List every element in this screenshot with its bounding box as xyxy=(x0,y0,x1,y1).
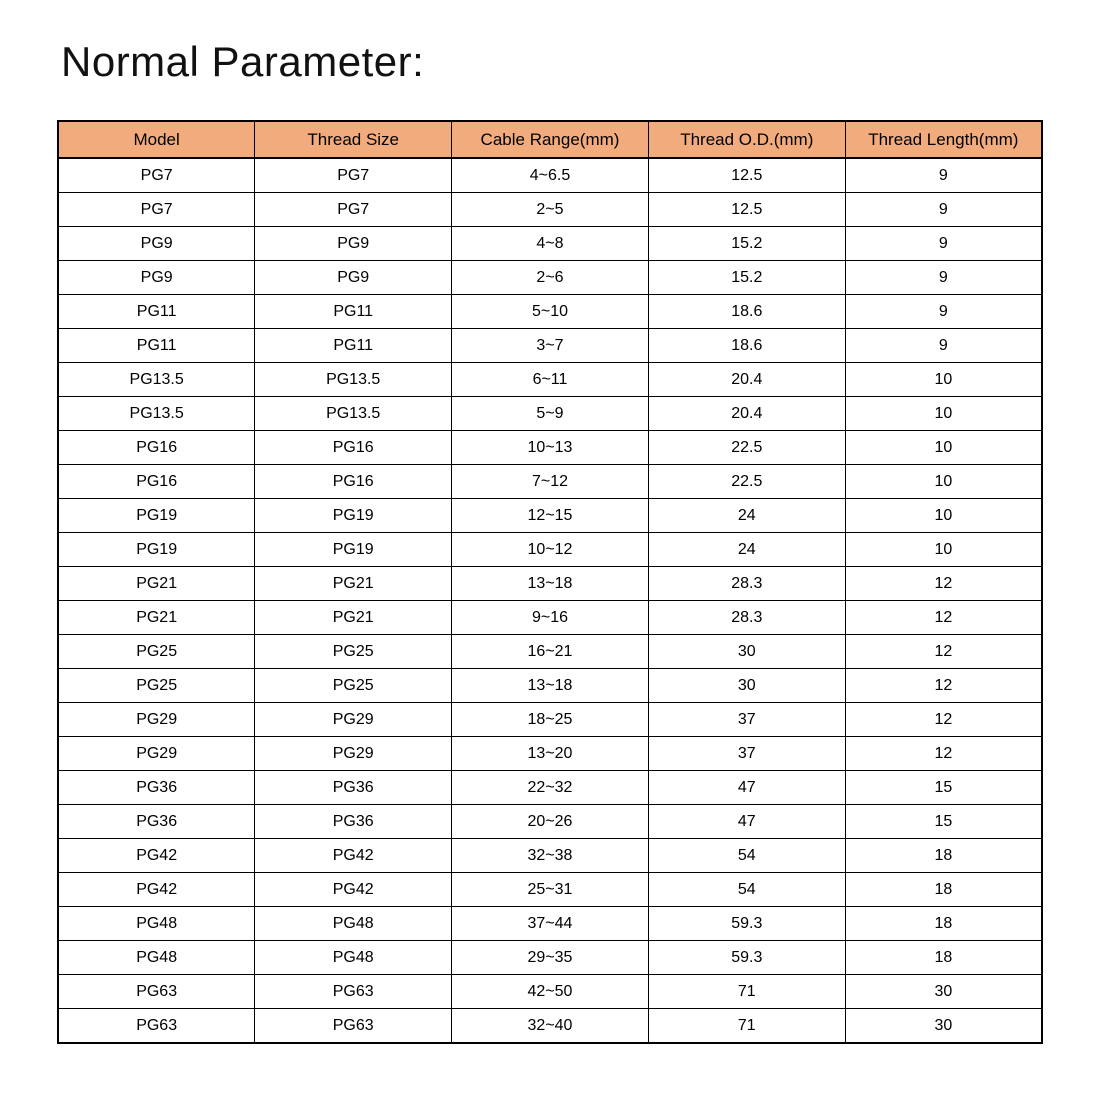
table-cell: 20~26 xyxy=(452,805,649,839)
table-cell: 18 xyxy=(845,873,1042,907)
table-cell: 54 xyxy=(648,839,845,873)
table-cell: 12 xyxy=(845,737,1042,771)
table-row xyxy=(58,227,1042,261)
table-cell: 32~38 xyxy=(452,839,649,873)
table-cell: 10~12 xyxy=(452,533,649,567)
table-cell: 9 xyxy=(845,329,1042,363)
table-cell: PG48 xyxy=(58,907,255,941)
table-cell: PG11 xyxy=(58,329,255,363)
table-cell: 18 xyxy=(845,839,1042,873)
table-cell: PG7 xyxy=(58,193,255,227)
table-cell: 47 xyxy=(648,771,845,805)
column-header: Cable Range(mm) xyxy=(452,121,649,158)
table-cell: 18.6 xyxy=(648,329,845,363)
table-cell: PG25 xyxy=(58,635,255,669)
table-row xyxy=(58,1009,1042,1044)
table-cell: PG63 xyxy=(255,1009,452,1044)
table-cell: PG11 xyxy=(255,329,452,363)
table-cell: 24 xyxy=(648,499,845,533)
column-header: Thread Size xyxy=(255,121,452,158)
table-cell: 54 xyxy=(648,873,845,907)
table-cell: PG25 xyxy=(58,669,255,703)
table-cell: 12.5 xyxy=(648,158,845,193)
table-row xyxy=(58,363,1042,397)
table-cell: PG9 xyxy=(255,227,452,261)
table-row xyxy=(58,805,1042,839)
table-row xyxy=(58,601,1042,635)
table-cell: PG9 xyxy=(58,261,255,295)
table-cell: 18~25 xyxy=(452,703,649,737)
table-cell: PG42 xyxy=(58,839,255,873)
table-cell: 12 xyxy=(845,669,1042,703)
table-cell: PG25 xyxy=(255,635,452,669)
table-cell: PG63 xyxy=(58,975,255,1009)
table-cell: 30 xyxy=(648,669,845,703)
table-cell: PG13.5 xyxy=(58,397,255,431)
table-cell: 10 xyxy=(845,465,1042,499)
table-cell: PG7 xyxy=(255,193,452,227)
column-header: Thread Length(mm) xyxy=(845,121,1042,158)
table-cell: 12 xyxy=(845,703,1042,737)
table-cell: PG63 xyxy=(58,1009,255,1044)
table-cell: PG42 xyxy=(58,873,255,907)
table-row xyxy=(58,907,1042,941)
table-cell: PG11 xyxy=(255,295,452,329)
table-cell: 59.3 xyxy=(648,941,845,975)
table-cell: 47 xyxy=(648,805,845,839)
table-cell: PG11 xyxy=(58,295,255,329)
table-cell: 59.3 xyxy=(648,907,845,941)
table-cell: PG16 xyxy=(58,465,255,499)
table-cell: 4~6.5 xyxy=(452,158,649,193)
table-cell: 2~6 xyxy=(452,261,649,295)
table-cell: 13~18 xyxy=(452,567,649,601)
table-cell: PG29 xyxy=(255,703,452,737)
table-cell: 32~40 xyxy=(452,1009,649,1044)
table-row xyxy=(58,193,1042,227)
table-cell: 5~10 xyxy=(452,295,649,329)
spec-table xyxy=(57,120,1043,1044)
table-cell: 9 xyxy=(845,193,1042,227)
table-row xyxy=(58,669,1042,703)
table-cell: PG48 xyxy=(58,941,255,975)
table-cell: 13~18 xyxy=(452,669,649,703)
table-row xyxy=(58,499,1042,533)
table-cell: PG29 xyxy=(58,703,255,737)
table-cell: 15.2 xyxy=(648,261,845,295)
table-cell: PG9 xyxy=(255,261,452,295)
table-cell: PG29 xyxy=(255,737,452,771)
table-cell: PG25 xyxy=(255,669,452,703)
table-cell: PG42 xyxy=(255,839,452,873)
table-cell: 9~16 xyxy=(452,601,649,635)
table-row xyxy=(58,975,1042,1009)
table-cell: PG21 xyxy=(58,601,255,635)
table-cell: 30 xyxy=(845,975,1042,1009)
table-row xyxy=(58,431,1042,465)
table-cell: 28.3 xyxy=(648,567,845,601)
table-cell: 30 xyxy=(648,635,845,669)
table-cell: PG21 xyxy=(255,567,452,601)
table-cell: 37 xyxy=(648,737,845,771)
table-cell: PG29 xyxy=(58,737,255,771)
table-cell: PG19 xyxy=(255,499,452,533)
page-title: Normal Parameter: xyxy=(61,38,425,85)
table-cell: 37~44 xyxy=(452,907,649,941)
table-cell: 28.3 xyxy=(648,601,845,635)
table-cell: PG63 xyxy=(255,975,452,1009)
table-row xyxy=(58,771,1042,805)
table-cell: PG21 xyxy=(255,601,452,635)
table-row xyxy=(58,703,1042,737)
table-cell: 5~9 xyxy=(452,397,649,431)
table-cell: PG9 xyxy=(58,227,255,261)
table-cell: PG21 xyxy=(58,567,255,601)
table-cell: 12.5 xyxy=(648,193,845,227)
table-cell: 10 xyxy=(845,533,1042,567)
table-cell: PG42 xyxy=(255,873,452,907)
table-cell: 37 xyxy=(648,703,845,737)
table-cell: 18.6 xyxy=(648,295,845,329)
table-cell: 2~5 xyxy=(452,193,649,227)
table-cell: 22~32 xyxy=(452,771,649,805)
table-cell: 9 xyxy=(845,158,1042,193)
column-header: Thread O.D.(mm) xyxy=(648,121,845,158)
table-cell: PG19 xyxy=(58,533,255,567)
table-cell: PG36 xyxy=(58,771,255,805)
table-cell: 9 xyxy=(845,227,1042,261)
table-row xyxy=(58,873,1042,907)
header-row xyxy=(58,121,1042,158)
table-cell: PG19 xyxy=(58,499,255,533)
table-cell: 20.4 xyxy=(648,397,845,431)
table-cell: 12 xyxy=(845,635,1042,669)
table-cell: 16~21 xyxy=(452,635,649,669)
table-cell: PG7 xyxy=(58,158,255,193)
table-cell: 24 xyxy=(648,533,845,567)
table-row xyxy=(58,158,1042,193)
table-cell: PG19 xyxy=(255,533,452,567)
table-row xyxy=(58,295,1042,329)
table-cell: 10~13 xyxy=(452,431,649,465)
table-cell: PG13.5 xyxy=(255,363,452,397)
table-row xyxy=(58,941,1042,975)
table-cell: 12 xyxy=(845,601,1042,635)
table-cell: 15.2 xyxy=(648,227,845,261)
table-cell: 15 xyxy=(845,805,1042,839)
table-cell: 10 xyxy=(845,431,1042,465)
table-cell: 4~8 xyxy=(452,227,649,261)
table-cell: 9 xyxy=(845,261,1042,295)
table-cell: 13~20 xyxy=(452,737,649,771)
table-row xyxy=(58,261,1042,295)
table-cell: 10 xyxy=(845,499,1042,533)
table-cell: 22.5 xyxy=(648,465,845,499)
column-header: Model xyxy=(58,121,255,158)
table-cell: 30 xyxy=(845,1009,1042,1044)
spec-table-header xyxy=(58,121,1042,158)
table-cell: PG13.5 xyxy=(58,363,255,397)
table-cell: 12~15 xyxy=(452,499,649,533)
table-cell: 7~12 xyxy=(452,465,649,499)
table-cell: 20.4 xyxy=(648,363,845,397)
table-row xyxy=(58,839,1042,873)
table-cell: 42~50 xyxy=(452,975,649,1009)
table-cell: 18 xyxy=(845,941,1042,975)
table-row xyxy=(58,329,1042,363)
table-cell: 10 xyxy=(845,363,1042,397)
table-cell: 71 xyxy=(648,975,845,1009)
table-cell: 18 xyxy=(845,907,1042,941)
table-cell: 12 xyxy=(845,567,1042,601)
table-cell: 29~35 xyxy=(452,941,649,975)
table-cell: 22.5 xyxy=(648,431,845,465)
table-row xyxy=(58,635,1042,669)
table-cell: PG7 xyxy=(255,158,452,193)
table-cell: PG48 xyxy=(255,941,452,975)
table-cell: PG36 xyxy=(255,805,452,839)
table-cell: PG16 xyxy=(255,431,452,465)
table-cell: 25~31 xyxy=(452,873,649,907)
table-cell: PG16 xyxy=(255,465,452,499)
table-cell: PG36 xyxy=(58,805,255,839)
table-row xyxy=(58,737,1042,771)
table-cell: 6~11 xyxy=(452,363,649,397)
table-row xyxy=(58,533,1042,567)
table-row xyxy=(58,397,1042,431)
table-cell: 9 xyxy=(845,295,1042,329)
table-cell: PG48 xyxy=(255,907,452,941)
table-row xyxy=(58,567,1042,601)
table-cell: PG13.5 xyxy=(255,397,452,431)
table-cell: PG16 xyxy=(58,431,255,465)
table-cell: 71 xyxy=(648,1009,845,1044)
table-cell: 15 xyxy=(845,771,1042,805)
table-cell: 3~7 xyxy=(452,329,649,363)
spec-table-body xyxy=(58,158,1042,1043)
table-cell: PG36 xyxy=(255,771,452,805)
table-cell: 10 xyxy=(845,397,1042,431)
table-row xyxy=(58,465,1042,499)
